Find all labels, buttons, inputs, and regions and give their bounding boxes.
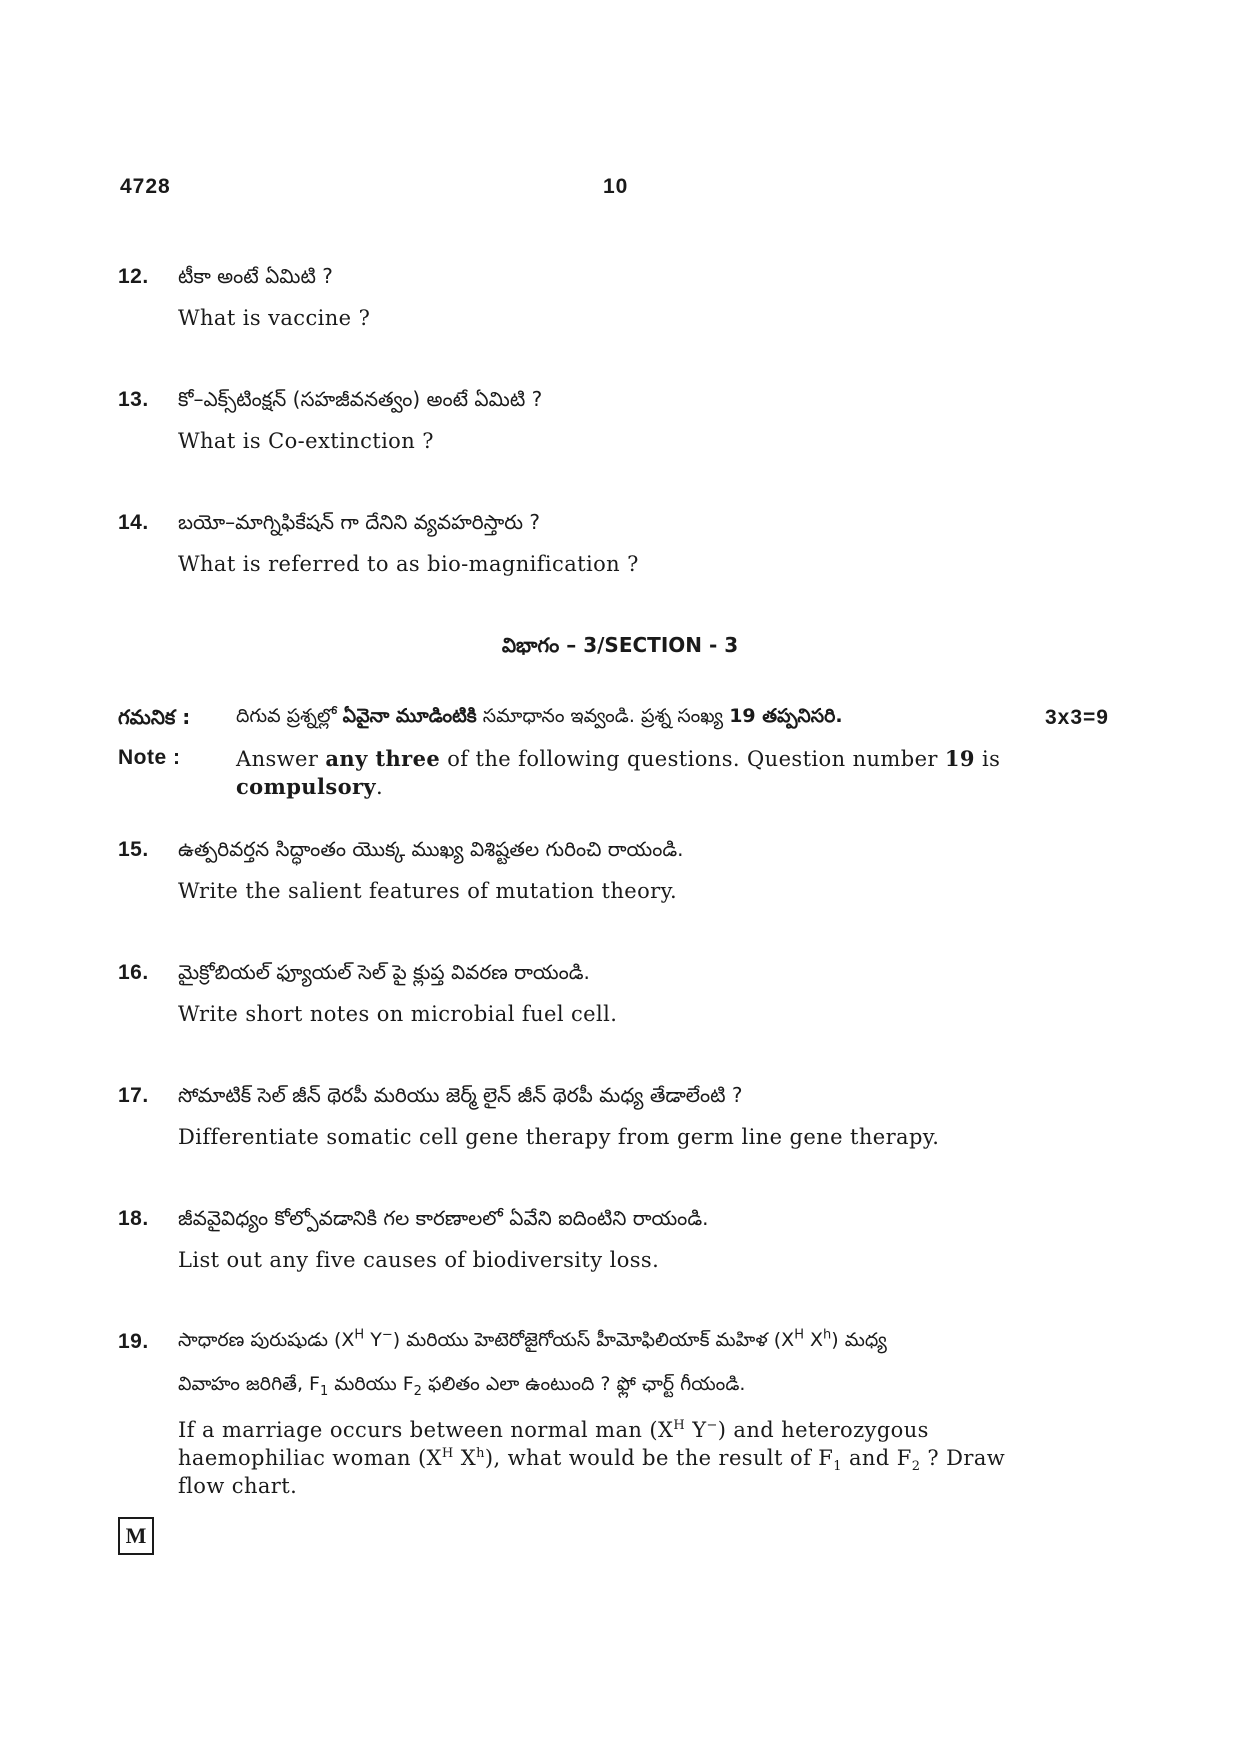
note-label-telugu: గమనిక : <box>118 705 191 729</box>
marks-label: 3x3=9 <box>1045 706 1109 729</box>
question-telugu: బయో–మాగ్నిఫికేషన్ గా దేనిని వ్యవహరిస్తారు ? <box>178 510 541 534</box>
question-number: 12. <box>118 265 149 288</box>
question-english-line-2: haemophiliac woman ($X^H$ $X^h$), what would be the result of $F_1$ and $F_2$ ? Draw <box>178 1446 1006 1475</box>
page-number: 10 <box>603 175 629 198</box>
paper-code: 4728 <box>120 175 171 198</box>
note-telugu: దిగువ ప్రశ్నల్లో ఏవైనా మూడింటికి సమాధానం ఇవ్వండి. ప్రశ్న సంఖ్య 19 తప్పనిసరి. <box>236 705 843 727</box>
question-english-line-1: If a marriage occurs between normal man ($X^H$ Y−) and heterozygous <box>178 1418 929 1442</box>
note-english: Answer any three of the following questions. Question number 19 is compulsory. <box>236 746 1001 799</box>
question-english: What is referred to as bio-magnification ? <box>178 552 639 576</box>
question-english-line-3: flow chart. <box>178 1474 298 1498</box>
question-telugu: జీవవైవిధ్యం కోల్పోవడానికి గల కారణాలలో ఏవేని ఐదింటిని రాయండి. <box>178 1206 709 1230</box>
question-english: What is Co-extinction ? <box>178 429 434 453</box>
question-number: 14. <box>118 511 149 534</box>
question-number: 16. <box>118 961 149 984</box>
question-telugu: కో–ఎక్స్‌టింక్షన్ (సహజీవనత్వం) అంటే ఏమిటి ? <box>178 387 543 411</box>
question-number: 15. <box>118 838 149 861</box>
question-telugu: ఉత్పరివర్తన సిద్ధాంతం యొక్క ముఖ్య విశిష్టతల గురించి రాయండి. <box>178 837 684 861</box>
question-english: Write the salient features of mutation theory. <box>178 879 678 903</box>
question-telugu-line-1: సాధారణ పురుషుడు ($X^H$ Y−) మరియు హెటెరోజైగోయస్ హీమోఫిలియాక్ మహిళ ($X^H$ $X^h$) మధ్య <box>178 1327 887 1351</box>
section-heading: విభాగం – 3/SECTION - 3 <box>501 633 739 657</box>
question-number: 17. <box>118 1084 149 1107</box>
question-telugu: సోమాటిక్ సెల్ జీన్ థెరపీ మరియు జెర్మ్ లైన్ జీన్ థెరపీ మధ్య తేడాలేంటి ? <box>178 1083 743 1107</box>
question-english: What is vaccine ? <box>178 306 371 330</box>
question-telugu-line-2: వివాహం జరిగితే, $F_1$ మరియు $F_2$ ఫలితం ఎలా ఉంటుంది ? ఫ్లో ఛార్ట్ గీయండి. <box>178 1373 746 1399</box>
question-telugu: మైక్రోబియల్ ఫ్యూయల్ సెల్ పై క్లుప్త వివరణ రాయండి. <box>178 960 590 984</box>
question-telugu: టీకా అంటే ఏమిటి ? <box>178 264 333 288</box>
question-english: Write short notes on microbial fuel cell. <box>178 1002 618 1026</box>
footer-mark-box: M <box>118 1517 154 1555</box>
question-english: List out any five causes of biodiversity loss. <box>178 1248 660 1272</box>
question-number: 13. <box>118 388 149 411</box>
question-number: 18. <box>118 1207 149 1230</box>
question-english: Differentiate somatic cell gene therapy from germ line gene therapy. <box>178 1125 940 1149</box>
note-label-english: Note : <box>118 746 181 769</box>
question-number: 19. <box>118 1330 149 1353</box>
